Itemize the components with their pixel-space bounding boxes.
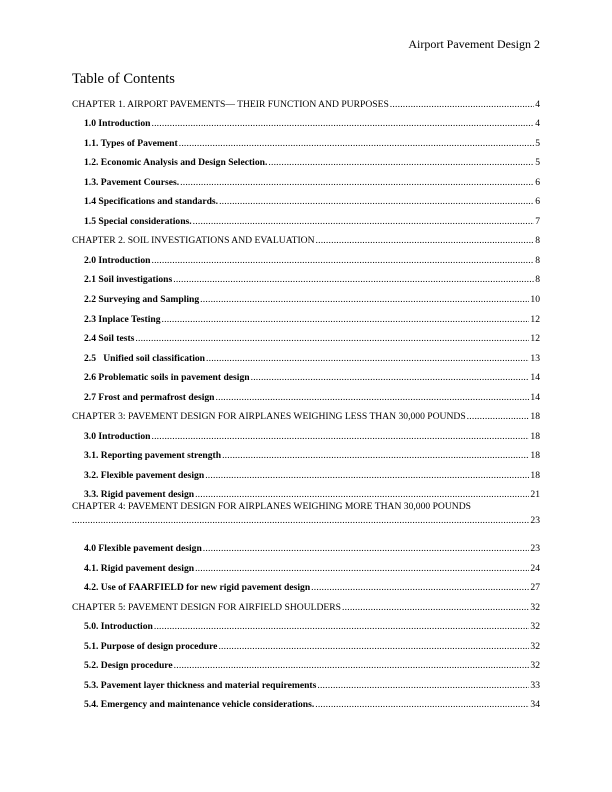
toc-entry-section[interactable] <box>72 188 540 208</box>
toc-entry-text: 1.3. Pavement Courses. <box>84 176 180 188</box>
toc-entry-page: 8 <box>535 274 540 286</box>
toc-entry-section[interactable] <box>72 168 540 188</box>
toc-leader-dots <box>195 489 529 500</box>
toc-entry-page: 14 <box>530 372 540 384</box>
toc-leader-dots <box>342 602 529 613</box>
toc-entry-text: 1.4 Specifications and standards. <box>84 196 219 208</box>
toc-leader-dots <box>174 660 530 671</box>
toc-entry-text: 4.1. Rigid pavement design <box>84 562 195 574</box>
toc-entry-section[interactable] <box>72 149 540 169</box>
toc-leader-dots <box>72 514 530 528</box>
toc-entry-text: CHAPTER 5: PAVEMENT DESIGN FOR AIRFIELD SHOULDERS <box>72 601 342 613</box>
toc-entry-text: 5.4. Emergency and maintenance vehicle considerations. <box>84 699 315 711</box>
toc-entry-page: 18 <box>530 450 540 462</box>
toc-entry-page: 6 <box>535 196 540 208</box>
toc-leader-dots <box>180 177 534 188</box>
toc-entry-text: 1.5 Special considerations. <box>84 215 192 227</box>
toc-entry-text: 2.6 Problematic soils in pavement design <box>84 372 250 384</box>
table-of-contents <box>72 90 540 710</box>
toc-entry-page: 8 <box>535 254 540 266</box>
toc-entry-page: 32 <box>530 640 540 652</box>
toc-entry-page: 21 <box>530 489 540 501</box>
toc-entry-text: CHAPTER 1. AIRPORT PAVEMENTS— THEIR FUNCTION AND PURPOSES <box>72 98 389 110</box>
toc-entry-page: 32 <box>530 660 540 672</box>
toc-entry-section[interactable] <box>72 422 540 442</box>
toc-leader-dots <box>179 138 534 149</box>
toc-entry-chapter[interactable] <box>72 593 540 613</box>
toc-leader-dots <box>315 699 529 710</box>
toc-entry-section[interactable] <box>72 129 540 149</box>
toc-entry-page: 23 <box>530 515 540 527</box>
toc-entry-text: CHAPTER 2. SOIL INVESTIGATIONS AND EVALUATION <box>72 235 315 247</box>
toc-entry-text: 1.2. Economic Analysis and Design Selection. <box>84 157 268 169</box>
toc-entry-text: 5.2. Design procedure <box>84 660 173 672</box>
toc-leader-dots <box>218 641 529 652</box>
toc-entry-page: 7 <box>535 215 540 227</box>
toc-entry-section[interactable] <box>72 652 540 672</box>
toc-entry-text: 2.4 Soil tests <box>84 333 135 345</box>
toc-entry-section[interactable] <box>72 671 540 691</box>
toc-entry-page: 18 <box>530 411 540 423</box>
toc-entry-page: 8 <box>535 235 540 247</box>
toc-entry-page: 34 <box>530 699 540 711</box>
toc-entry-page: 10 <box>530 294 540 306</box>
toc-entry-text: 2.7 Frost and permafrost design <box>84 391 215 403</box>
toc-entry-text: 5.3. Pavement layer thickness and material requirements <box>84 679 317 691</box>
toc-entry-text: 3.2. Flexible pavement design <box>84 469 205 481</box>
toc-entry-text: 3.0 Introduction <box>84 430 151 442</box>
toc-entry-page: 6 <box>535 176 540 188</box>
toc-entry-page: 13 <box>530 352 540 364</box>
toc-entry-text: CHAPTER 4: PAVEMENT DESIGN FOR AIRPLANES WEIGHING MORE THAN 30,000 POUNDS <box>72 501 471 513</box>
toc-entry-page: 32 <box>530 601 540 613</box>
toc-entry-section[interactable] <box>72 325 540 345</box>
toc-leader-dots <box>216 392 530 403</box>
toc-entry-section[interactable] <box>72 461 540 481</box>
toc-leader-dots <box>311 582 529 593</box>
toc-entry-section[interactable] <box>72 207 540 227</box>
toc-entry-text: 1.1. Types of Pavement <box>84 137 178 149</box>
toc-entry-text: 5.1. Purpose of design procedure <box>84 640 218 652</box>
toc-leader-dots <box>316 235 535 246</box>
toc-entry-page: 12 <box>530 313 540 325</box>
toc-entry-chapter-4[interactable] <box>72 500 540 534</box>
toc-entry-text: 4.2. Use of FAARFIELD for new rigid pavement design <box>84 582 311 594</box>
toc-leader-dots <box>268 157 534 168</box>
toc-leader-dots <box>251 372 530 383</box>
toc-entry-chapter[interactable] <box>72 403 540 423</box>
running-head: Airport Pavement Design 2 <box>408 37 540 51</box>
toc-entry-text: 2.1 Soil investigations <box>84 274 173 286</box>
toc-entries-top <box>72 90 540 500</box>
toc-entry-page: 32 <box>530 621 540 633</box>
toc-entry-chapter[interactable] <box>72 227 540 247</box>
toc-entry-page: 24 <box>530 562 540 574</box>
toc-entry-page: 14 <box>530 391 540 403</box>
toc-entry-text: 4.0 Flexible pavement design <box>84 543 202 555</box>
toc-entry-section[interactable] <box>72 285 540 305</box>
toc-leader-dots <box>219 196 534 207</box>
toc-leader-dots <box>200 294 529 305</box>
toc-leader-dots <box>154 621 530 632</box>
toc-entry-page: 4 <box>535 98 540 110</box>
toc-entry-section[interactable] <box>72 481 540 501</box>
toc-entry-page: 5 <box>535 157 540 169</box>
toc-leader-dots <box>151 255 534 266</box>
toc-leader-dots <box>390 99 534 110</box>
toc-leader-dots <box>195 563 529 574</box>
toc-entry-page: 5 <box>535 137 540 149</box>
toc-leader-dots <box>162 314 530 325</box>
toc-leader-dots <box>173 274 534 285</box>
toc-entry-section[interactable] <box>72 442 540 462</box>
toc-leader-dots <box>151 431 529 442</box>
toc-entry-text: CHAPTER 3: PAVEMENT DESIGN FOR AIRPLANES WEIGHING LESS THAN 30,000 POUNDS <box>72 411 466 423</box>
toc-entry-section[interactable] <box>72 344 540 364</box>
toc-entry-section[interactable] <box>72 534 540 554</box>
toc-entry-section[interactable] <box>72 246 540 266</box>
toc-leader-dots <box>222 450 529 461</box>
toc-leader-dots <box>135 333 529 344</box>
toc-entry-text: 3.1. Reporting pavement strength <box>84 450 222 462</box>
toc-entry-page: 4 <box>535 118 540 130</box>
toc-entry-text: 1.0 Introduction <box>84 118 151 130</box>
toc-leader-dots <box>467 411 530 422</box>
toc-leader-dots <box>193 216 535 227</box>
toc-entry-text: 2.3 Inplace Testing <box>84 313 161 325</box>
toc-entry-page: 23 <box>530 543 540 555</box>
toc-entry-section[interactable] <box>72 574 540 594</box>
toc-title: Table of Contents <box>72 71 175 87</box>
toc-entry-text: 5.0. Introduction <box>84 621 153 633</box>
toc-entry-section[interactable] <box>72 554 540 574</box>
toc-entry-section[interactable] <box>72 110 540 130</box>
toc-leader-dots <box>151 118 534 129</box>
toc-entry-section[interactable] <box>72 305 540 325</box>
toc-entry-section[interactable] <box>72 364 540 384</box>
toc-entry-section[interactable] <box>72 266 540 286</box>
toc-entry-text: 2.5 Unified soil classification <box>84 352 205 364</box>
toc-entry-page: 18 <box>530 430 540 442</box>
toc-entry-text: 2.0 Introduction <box>84 254 151 266</box>
toc-entry-text: 2.2 Surveying and Sampling <box>84 294 200 306</box>
toc-leader-dots <box>206 353 529 364</box>
toc-entry-text: 3.3. Rigid pavement design <box>84 489 195 501</box>
toc-entry-section[interactable] <box>72 691 540 711</box>
toc-entries-bottom <box>72 534 540 710</box>
toc-entry-page: 33 <box>530 679 540 691</box>
toc-entry-page: 12 <box>530 333 540 345</box>
toc-entry-section[interactable] <box>72 632 540 652</box>
toc-entry-chapter[interactable] <box>72 90 540 110</box>
toc-entry-page: 18 <box>530 469 540 481</box>
toc-entry-section[interactable] <box>72 383 540 403</box>
toc-leader-dots <box>205 470 529 481</box>
toc-entry-section[interactable] <box>72 613 540 633</box>
toc-entry-page: 27 <box>530 582 540 594</box>
toc-leader-dots <box>203 543 530 554</box>
toc-leader-dots <box>317 680 529 691</box>
